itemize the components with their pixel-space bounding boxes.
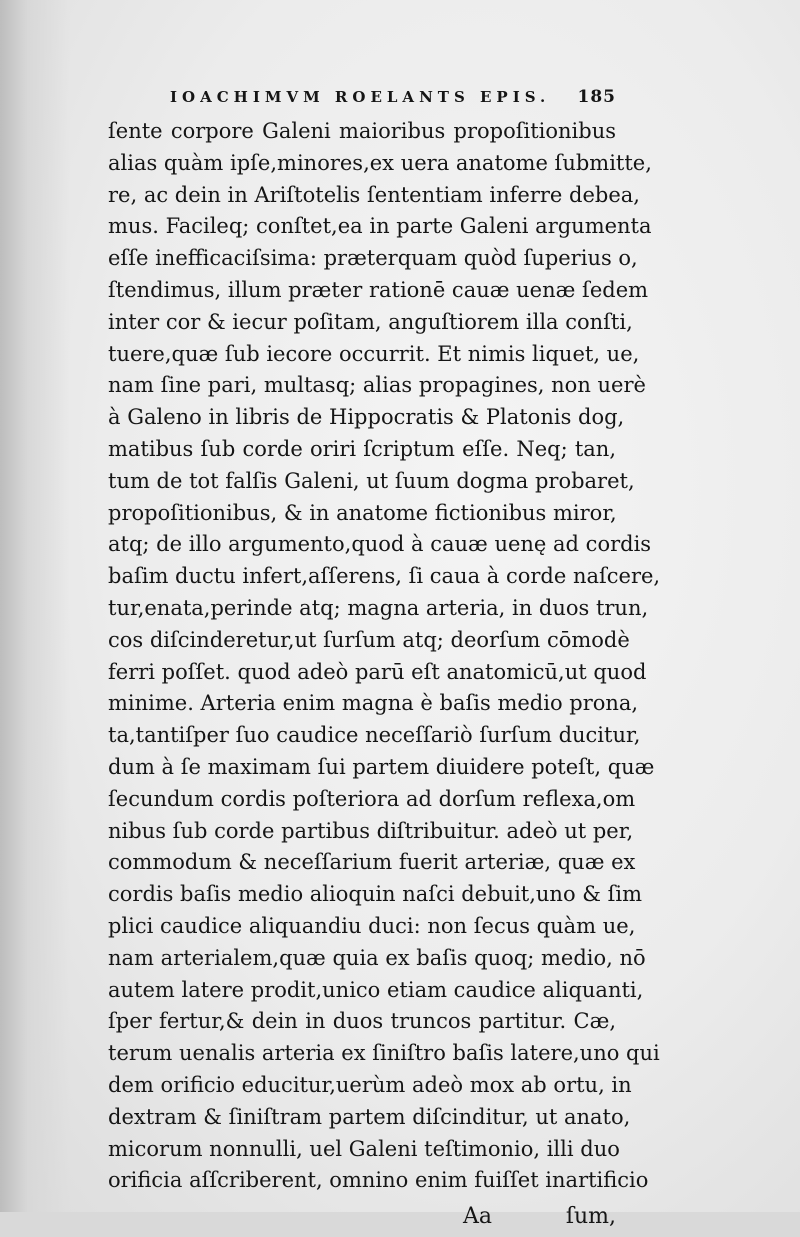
text-line: eſſe inefficaciſsima: præterquam quòd ſuperius o, (108, 246, 638, 271)
running-head (108, 78, 616, 116)
text-line: alias quàm ipſe,minores,ex uera anatome ſubmitte, (108, 150, 652, 175)
text-line: ta,tantiſper ſuo caudice neceſſariò ſurſum ducitur, (108, 723, 641, 748)
text-line: orificia aſſcriberent, omnino enim fuiſſet inartificio (108, 1168, 649, 1193)
text-line: dum à ſe maximam ſui partem diuidere poteſt, quæ (108, 754, 655, 779)
text-line: tur,enata,perinde atq; magna arteria, in duos trun, (108, 595, 649, 620)
text-line: ſper fertur,& dein in duos truncos partitur. Cæ, (108, 1009, 616, 1034)
text-line: cordis baſis medio alioquin naſci debuit,uno & ſim (108, 882, 643, 907)
signature-mark: Aa (463, 1204, 493, 1230)
text-line: baſim ductu infert,aſſerens, ſi caua à corde naſcere, (108, 564, 661, 589)
text-line: cos diſcinderetur,ut ſurſum atq; deorſum cōmodè (108, 627, 630, 652)
text-line: ſtendimus, illum præter rationē cauæ uenæ ſedem (108, 277, 649, 302)
text-line: re, ac dein in Ariſtotelis ſententiam inferre debea, (108, 182, 640, 207)
text-line: dem orificio educitur,uerùm adeò mox ab ortu, in (108, 1072, 632, 1097)
text-line: commodum & neceſſarium fuerit arteriæ, quæ ex (108, 850, 636, 875)
text-line: minime. Arteria enim magna è baſis medio prona, (108, 691, 639, 716)
page-gutter-shadow (0, 0, 70, 1212)
text-line: autem latere prodit,unico etiam caudice aliquanti, (108, 977, 644, 1002)
text-line: propoſitionibus, & in anatome fictionibus miror, (108, 500, 617, 525)
text-line: terum uenalis arteria ex ſiniſtro baſis latere,uno qui (108, 1041, 660, 1066)
text-line: tuere,quæ ſub iecore occurrit. Et nimis liquet, ue, (108, 341, 640, 366)
text-line: nibus ſub corde partibus diſtribuitur. adeò ut per, (108, 818, 634, 843)
text-block (108, 78, 661, 1237)
text-line: ſecundum cordis poſteriora ad dorſum reflexa,om (108, 786, 636, 811)
text-line: nam arterialem,quæ quia ex baſis quoq; medio, nō (108, 945, 646, 970)
text-line: tum de tot falſis Galeni, ut ſuum dogma probaret, (108, 468, 635, 493)
text-line: plici caudice aliquandiu duci: non ſecus quàm ue, (108, 913, 636, 938)
text-line: micorum nonnulli, uel Galeni teſtimonio, illi duo (108, 1136, 620, 1161)
text-line: mus. Facileq; conſtet,ea in parte Galeni argumenta (108, 214, 652, 239)
body-text (108, 116, 661, 1197)
catchword: ſum, (565, 1204, 616, 1230)
text-line: matibus ſub corde oriri ſcriptum eſſe. Neq; tan, (108, 436, 616, 461)
page-number: 185 (577, 87, 616, 107)
running-title: IOACHIMVM ROELANTS EPIS. (170, 88, 551, 106)
page-footer (108, 1197, 616, 1237)
text-line: nam ſine pari, multasq; alias propagines, non uerè (108, 373, 646, 398)
text-line: ferri poſſet. quod adeò parū eſt anatomicū,ut quod (108, 659, 647, 684)
text-line: dextram & ſiniſtram partem diſcinditur, ut anato, (108, 1104, 631, 1129)
text-line: inter cor & iecur poſitam, anguſtiorem illa conſti, (108, 309, 633, 334)
text-line: atq; de illo argumento,quod à cauæ uenę ad cordis (108, 532, 652, 557)
text-line: ſente corpore Galeni maioribus propoſitionibus (108, 119, 616, 143)
text-line: à Galeno in libris de Hippocratis & Platonis dog, (108, 405, 625, 430)
